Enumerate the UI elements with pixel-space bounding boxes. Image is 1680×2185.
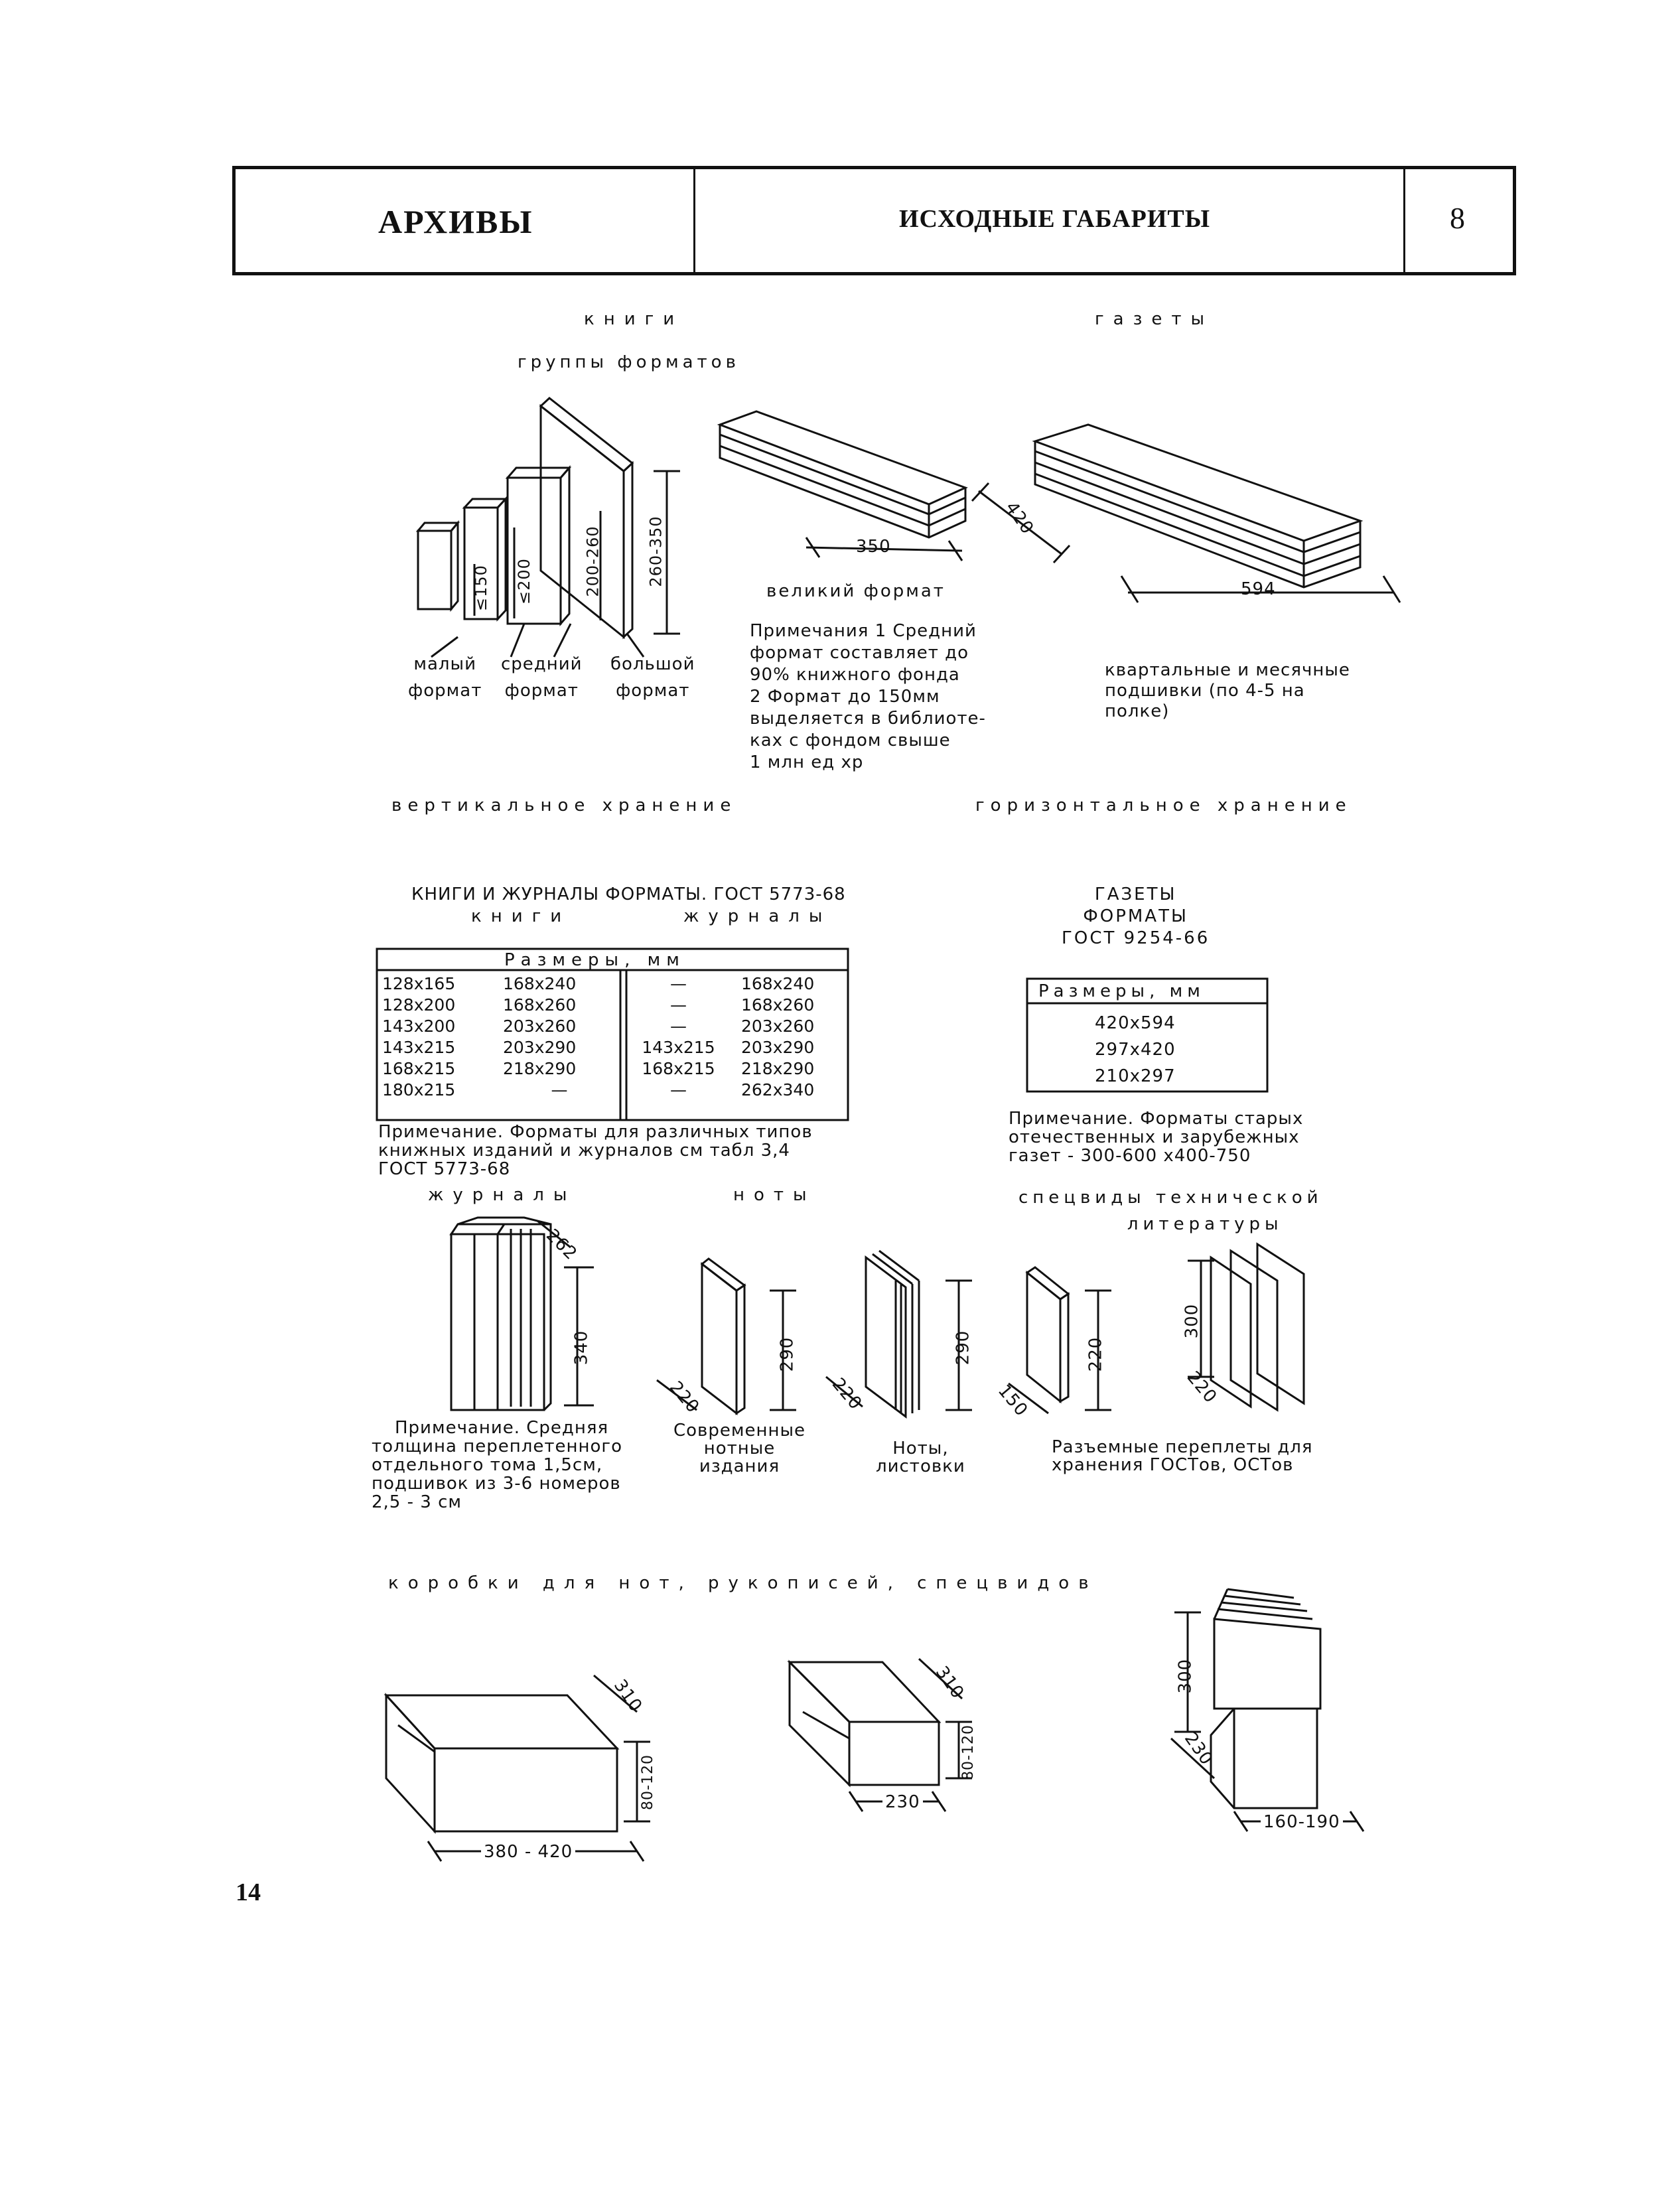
dim-262: 262 xyxy=(542,1225,581,1265)
header-section: АРХИВЫ xyxy=(378,203,533,240)
music-label-modern: Современные нотные издания xyxy=(673,1421,806,1476)
book-dim-260-350: 260-350 xyxy=(646,516,665,587)
books-heading: книги xyxy=(584,309,684,329)
box-3-drawing xyxy=(1211,1589,1320,1808)
special-binders-drawing xyxy=(1211,1244,1304,1410)
newspapers-heading: газеты xyxy=(1095,309,1214,329)
music-label-sheets: Ноты, листовки xyxy=(876,1439,965,1476)
great-format: великий формат xyxy=(766,581,945,601)
label-large-format: большой формат xyxy=(610,654,695,701)
special-dim-150: 150 xyxy=(993,1381,1032,1421)
formats-table-note: Примечание. Форматы для различных типов книжных изданий и журналов см табл 3,4 ГОСТ 5773-68 xyxy=(378,1122,813,1179)
box3-dim-300: 300 xyxy=(1175,1658,1196,1694)
music-sheets-drawing xyxy=(866,1251,919,1417)
table-row: 128x200 168x260 — 168x260 xyxy=(382,995,815,1015)
music-dim-220-a: 220 xyxy=(665,1377,703,1417)
box1-dim-80-120: 80-120 xyxy=(639,1754,656,1810)
formats-col-books: книги xyxy=(471,906,571,926)
label-medium-format: средний формат xyxy=(501,654,583,701)
dim-340: 340 xyxy=(571,1330,592,1366)
box3-dim-230: 230 xyxy=(1180,1728,1217,1770)
list-item: 210x297 xyxy=(1095,1066,1176,1086)
journals-drawing xyxy=(451,1218,551,1410)
formats-table xyxy=(378,973,848,1100)
newspaper-table-title: ГАЗЕТЫ ФОРМАТЫ ГОСТ 9254-66 xyxy=(1062,884,1210,948)
newspaper-sizes xyxy=(1095,1010,1176,1090)
journals-heading: журналы xyxy=(428,1185,577,1205)
header-title: ИСХОДНЫЕ ГАБАРИТЫ xyxy=(899,205,1211,233)
box2-dim-230: 230 xyxy=(882,1792,923,1813)
binding-note: квартальные и месячные подшивки (по 4-5 на полке) xyxy=(1105,660,1350,721)
newspaper-stack-2-drawing xyxy=(1035,425,1360,587)
music-dim-290-a: 290 xyxy=(777,1336,798,1372)
box-2-drawing xyxy=(790,1662,939,1785)
books-subheading: группы форматов xyxy=(518,352,740,372)
table-row: 143x200 203x260 — 203x260 xyxy=(382,1016,815,1036)
label-small-format: малый формат xyxy=(408,654,482,701)
dim-420: 420 xyxy=(1001,498,1038,539)
book-dim-200: ≤200 xyxy=(514,558,533,604)
special-label: Разъемные переплеты для хранения ГОСТов, ОСТов xyxy=(1052,1437,1313,1475)
list-item: 420x594 xyxy=(1095,1013,1176,1033)
box1-dim-380-420: 380 - 420 xyxy=(481,1841,575,1863)
formats-table-title: КНИГИ И ЖУРНАЛЫ ФОРМАТЫ. ГОСТ 5773-68 xyxy=(411,884,846,904)
newspaper-units: Размеры, мм xyxy=(1038,981,1205,1001)
horizontal-storage: горизонтальное хранение xyxy=(975,796,1352,815)
page-number: 14 xyxy=(236,1878,261,1906)
header-sheet-number: 8 xyxy=(1450,201,1465,235)
dim-594: 594 xyxy=(1241,579,1276,599)
table-row: 168x215 218x290 168x215 218x290 xyxy=(382,1058,815,1078)
music-dim-290-b: 290 xyxy=(953,1330,973,1366)
table-row: 143x215 203x290 143x215 203x290 xyxy=(382,1037,815,1057)
music-modern-drawing xyxy=(702,1259,744,1413)
music-heading: ноты xyxy=(733,1185,816,1205)
music-dim-220-b: 220 xyxy=(827,1374,866,1414)
special-sheet-drawing xyxy=(1027,1267,1068,1401)
book-small-drawing xyxy=(418,523,458,609)
box-1-drawing xyxy=(386,1695,617,1831)
newspaper-note: Примечания 1 Средний формат составляет до 90% книжного фонда 2 Формат до 150мм выделяется в библиоте- ках с фондом свыше 1 млн ед хр xyxy=(750,621,986,772)
box3-dim-160-190: 160-190 xyxy=(1261,1811,1343,1833)
journals-note: Примечание. Средняя толщина переплетенного отдельного тома 1,5см, подшивок из 3-6 номеров 2,5 - 3 см xyxy=(372,1418,622,1512)
box2-dim-310: 310 xyxy=(931,1662,968,1703)
newspaper-stack-1-drawing xyxy=(720,411,965,537)
boxes-heading: коробки для нот, рукописей, спецвидов xyxy=(388,1573,1098,1593)
dim-350: 350 xyxy=(856,537,891,557)
vertical-storage: вертикальное хранение xyxy=(391,796,737,815)
special-heading: спецвиды технической литературы xyxy=(1018,1188,1323,1234)
book-large-drawing xyxy=(541,398,632,637)
special-dim-220-b: 220 xyxy=(1182,1368,1221,1407)
special-dim-300: 300 xyxy=(1182,1303,1202,1339)
box2-dim-80-120: 80-120 xyxy=(959,1725,977,1780)
list-item: 297x420 xyxy=(1095,1040,1176,1060)
formats-col-journals: журналы xyxy=(683,906,832,926)
box1-dim-310: 310 xyxy=(609,1675,646,1717)
book-dim-200-260: 200-260 xyxy=(583,526,602,597)
newspaper-table-note: Примечание. Форматы старых отечественных и зарубежных газет - 300-600 x400-750 xyxy=(1009,1109,1304,1166)
formats-units: Размеры, мм xyxy=(504,950,685,970)
table-row: 128x165 168x240 — 168x240 xyxy=(382,973,815,993)
table-row: 180x215 — — 262x340 xyxy=(382,1080,815,1099)
book-dim-150: ≤150 xyxy=(471,565,490,611)
special-dim-220: 220 xyxy=(1085,1336,1106,1372)
